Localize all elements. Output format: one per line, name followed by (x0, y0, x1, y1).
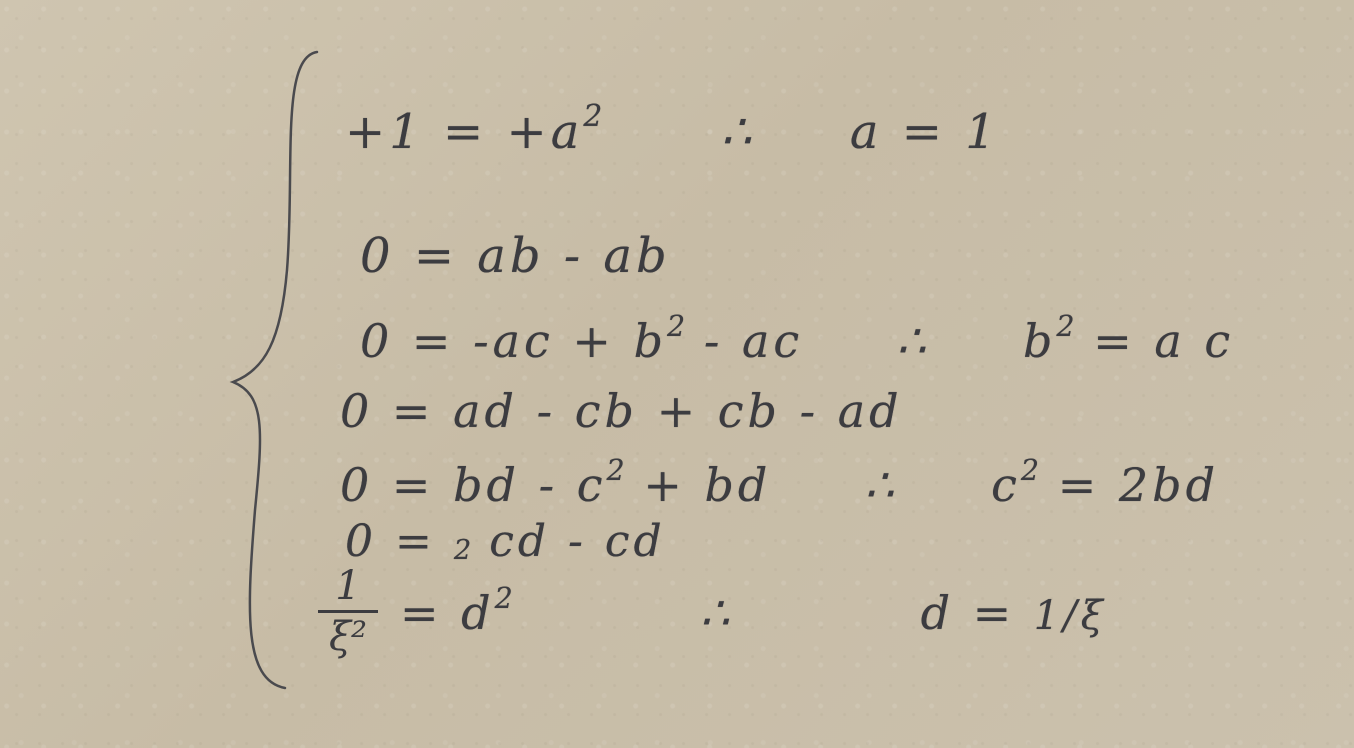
eq3-rhs: -ac + b (473, 314, 668, 368)
equation-line-5 (340, 453, 1220, 512)
eq2-rhs: ab - ab (477, 228, 671, 284)
eq5-equals: = (391, 458, 435, 512)
eq3-rhs-tail: - ac (703, 314, 804, 368)
eq2-lhs: 0 (360, 228, 395, 284)
eq7-rhs-exponent: 2 (494, 581, 513, 615)
eq5-result-tail: = 2bd (1057, 458, 1220, 512)
eq3-lhs: 0 (360, 314, 394, 368)
eq7-result: d = (920, 586, 1034, 640)
equation-line-6 (345, 516, 666, 567)
equation-line-2 (360, 228, 671, 284)
eq5-rhs-tail: + bd (643, 458, 772, 512)
eq3-result-exponent: 2 (1056, 309, 1075, 343)
eq4-equals: = (391, 384, 435, 438)
eq7-therefore: ∴ (700, 586, 734, 640)
eq6-lhs: 0 (345, 516, 377, 567)
eq7-result-tail: 1/ξ (1033, 593, 1107, 639)
eq6-rhs: cd - cd (489, 516, 666, 567)
eq3-rhs-exponent: 2 (667, 309, 686, 343)
eq7-rhs: d (461, 586, 495, 640)
eq4-lhs: 0 (340, 384, 374, 438)
eq5-rhs-exponent: 2 (606, 453, 625, 487)
eq7-fraction-bar (318, 610, 378, 613)
eq7-lhs-denominator: ξ² (328, 614, 368, 660)
eq3-result-tail: = a c (1093, 314, 1235, 368)
eq1-therefore: ∴ (720, 104, 756, 160)
eq1-result: a = 1 (849, 104, 1000, 160)
eq1-lhs: +1 (345, 104, 424, 160)
equation-line-1 (345, 98, 1000, 160)
eq1-rhs: +a (506, 104, 584, 160)
eq3-equals: = (411, 314, 455, 368)
eq7-lhs-fraction (318, 563, 378, 660)
eq3-result: b (1022, 314, 1057, 368)
eq5-result: c (991, 458, 1021, 512)
eq3-therefore: ∴ (896, 314, 930, 368)
eq5-result-exponent: 2 (1020, 453, 1040, 487)
eq2-equals: = (413, 228, 459, 284)
eq5-rhs: bd - c (453, 458, 607, 512)
eq5-therefore: ∴ (864, 458, 898, 512)
eq1-equals: = (443, 104, 488, 160)
equation-line-7 (400, 581, 1107, 640)
equation-line-3 (360, 309, 1235, 368)
eq4-rhs: ad - cb + cb - ad (453, 384, 903, 438)
eq5-lhs: 0 (340, 458, 374, 512)
eq6-rhs-coefficient: 2 (453, 534, 472, 566)
eq7-equals: = (400, 586, 443, 640)
left-curly-brace (225, 50, 325, 690)
equation-line-4 (340, 384, 903, 438)
eq7-lhs-numerator: 1 (335, 563, 361, 609)
eq6-equals: = (395, 516, 436, 567)
eq1-rhs-exponent: 2 (583, 98, 603, 134)
